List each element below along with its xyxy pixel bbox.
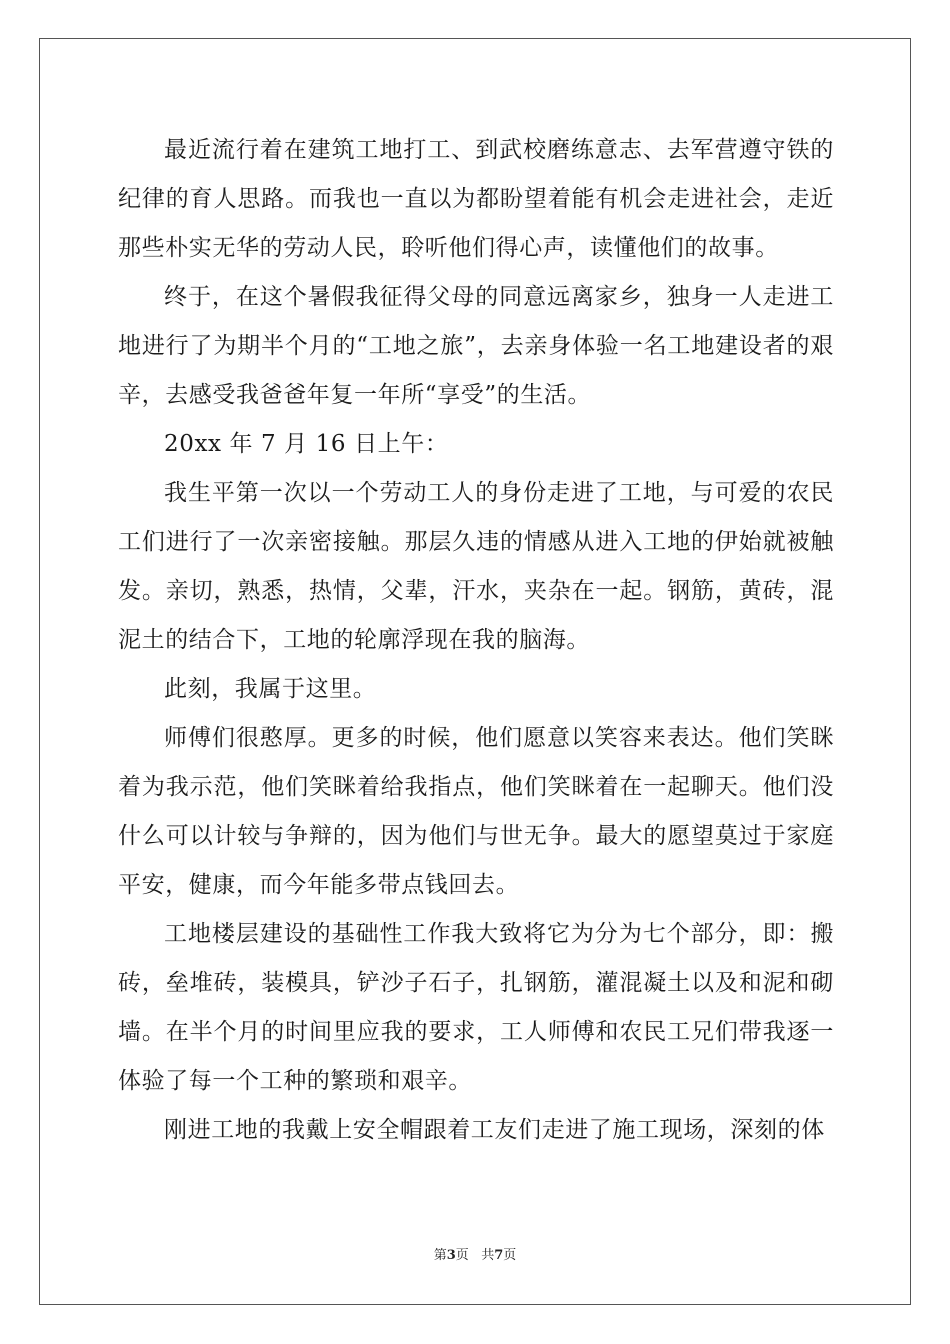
total-pages: 7 [494, 1248, 504, 1263]
paragraph-8: 刚进工地的我戴上安全帽跟着工友们走进了施工现场，深刻的体 [164, 1117, 825, 1143]
paragraph-date: 20xx 年 7 月 16 日上午： [164, 431, 449, 457]
paragraph-2: 终于，在这个暑假我征得父母的同意远离家乡，独身一人走进工地进行了为期半个月的“工地之旅”，去亲身体验一名工地建设者的艰辛，去感受我爸爸年复一年所“享受”的生活。 [118, 284, 834, 408]
page-total: 共7页 [481, 1248, 517, 1263]
page-footer [0, 1247, 950, 1265]
page-number: 第3页 [433, 1248, 469, 1263]
paragraph-6: 师傅们很憨厚。更多的时候，他们愿意以笑容来表达。他们笑眯着为我示范，他们笑眯着给我指点，他们笑眯着在一起聊天。他们没什么可以计较与争辩的，因为他们与世无争。最大的愿望莫过于家庭平安，健康，而今年能多带点钱回去。 [118, 725, 834, 898]
paragraph-5: 此刻，我属于这里。 [164, 676, 377, 702]
paragraph-1: 最近流行着在建筑工地打工、到武校磨练意志、去军营遵守铁的纪律的育人思路。而我也一直以为都盼望着能有机会走进社会，走近那些朴实无华的劳动人民，聆听他们得心声，读懂他们的故事。 [118, 137, 834, 261]
paragraph-4: 我生平第一次以一个劳动工人的身份走进了工地，与可爱的农民工们进行了一次亲密接触。那层久违的情感从进入工地的伊始就被触发。亲切，熟悉，热情，父辈，汗水，夹杂在一起。钢筋，黄砖，混泥土的结合下，工地的轮廓浮现在我的脑海。 [118, 480, 834, 653]
document-body [118, 126, 834, 1155]
current-page: 3 [446, 1248, 456, 1263]
paragraph-7: 工地楼层建设的基础性工作我大致将它为分为七个部分，即：搬砖，垒堆砖，装模具，铲沙子石子，扎钢筋，灌混凝土以及和泥和砌墙。在半个月的时间里应我的要求，工人师傅和农民工兄们带我逐一体验了每一个工种的繁琐和艰辛。 [118, 921, 834, 1094]
